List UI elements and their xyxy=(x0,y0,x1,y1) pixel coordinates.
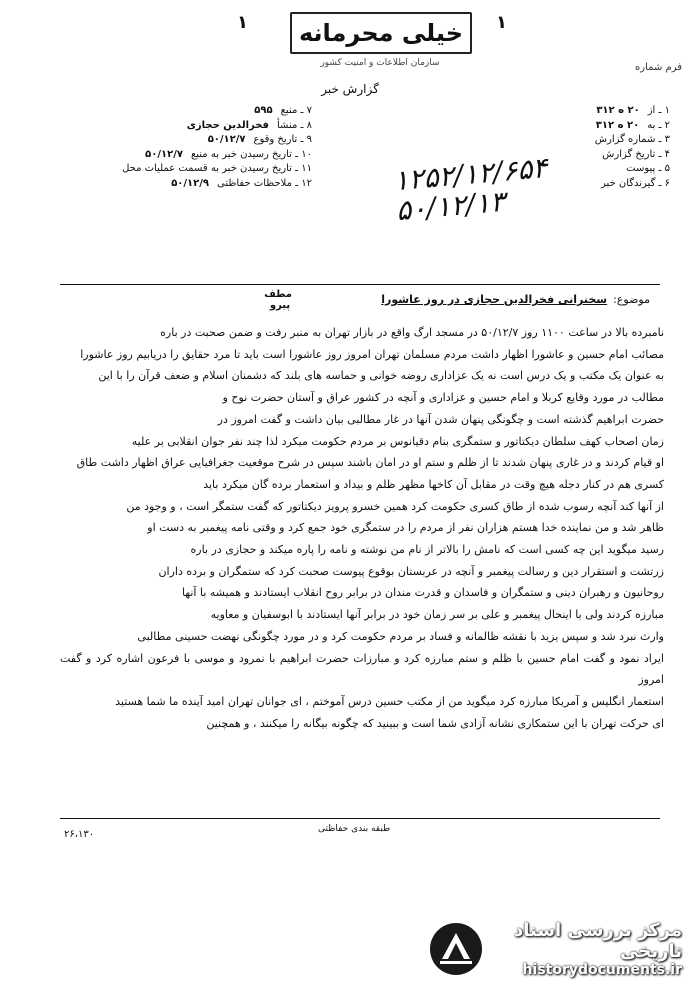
body-line: مبارزه کردند ولی با اینحال پیغمبر و علی بر سر زمان خود در برابر آنها ایستادند با ابوسفیان و معاویه xyxy=(210,608,664,622)
field-row xyxy=(420,133,670,148)
field-label: ۱۰ ـ تاریخ رسیدن خبر به منبع xyxy=(190,148,312,160)
field-value: ۵۰/۱۲/۹ xyxy=(171,177,210,189)
field-row xyxy=(72,162,312,177)
field-row xyxy=(72,148,312,163)
field-value: ۲۰ ه ۳۱۲ xyxy=(596,105,640,116)
body-line: او قیام کردند و در غاری پنهان شدند تا از ظلم و ستم او در امان باشند سپس در شرح موقعیت جغرافیایی عراق اظهار داشت طاق xyxy=(76,456,664,470)
side-mark: مطف پیرو xyxy=(264,289,292,311)
field-value: ۵۰/۱۲/۷ xyxy=(207,134,246,145)
field-row xyxy=(72,119,312,134)
handwritten-line: ۱۲۵۲/۱۲/۶۵۴ xyxy=(392,150,549,198)
left-field-list xyxy=(72,104,312,191)
field-label: ۱۲ ـ ملاحظات حفاظتی xyxy=(217,177,312,189)
subject-value: سخنرانی فخرالدین حجازی در روز عاشورا xyxy=(381,293,608,306)
page-number-left: ۱ xyxy=(237,12,248,33)
body-line: وارث نبرد شد و سپس یزید با نقشه ظالمانه و فساد بر مردم حکومت کرد و در مورد چگونگی نهضت حسینی مطالبی xyxy=(137,629,664,643)
body-line: ایراد نمود و گفت امام حسین با ظلم و ستم مبارزه کرد و مبارزات حضرت ابراهیم با نمرود و موسی با فرعون اشاره کرد و گفت امروز xyxy=(60,651,664,687)
watermark-logo xyxy=(428,914,690,984)
field-label: ۹ ـ تاریخ وقوع xyxy=(253,134,312,145)
body-line: مطالب در مورد وقایع کربلا و امام حسین و عزاداری و آنچه در کشور عراق و آستان حضرت نوح و xyxy=(222,391,664,405)
field-value: فخرالدین حجازی xyxy=(186,119,269,131)
form-number-note: فرم شماره xyxy=(635,62,682,73)
body-line: مصائب امام حسین و عاشورا اظهار داشت مردم مسلمان تهران امروز روز عاشورا است باید تا مرد حقایق را دریابیم روز عاشورا xyxy=(80,347,664,361)
field-label: ۳ ـ شماره گزارش xyxy=(594,134,670,145)
body-line: استعمار انگلیس و آمریکا مبارزه کرد میگوید من از مکتب حسین درس آموختم ، ای جوانان تهران امید آینده ما شما هستید xyxy=(115,694,664,708)
field-label: ۶ ـ گیرندگان خبر xyxy=(600,177,670,189)
field-label: ۷ ـ منبع xyxy=(280,105,312,116)
field-value: ۵۹۵ xyxy=(254,105,273,116)
field-label: ۲ ـ به xyxy=(647,119,670,131)
body-line: حضرت ابراهیم گذشته است و چگونگی پنهان شدن آنها در غار مطالبی بیان داشت و گفت امروز در xyxy=(217,412,664,426)
field-row xyxy=(72,177,312,192)
field-label: ۱ ـ از xyxy=(647,105,670,116)
field-value: ۵۰/۱۲/۷ xyxy=(145,148,183,160)
subject-label: موضوع: xyxy=(613,293,650,306)
page-number-right: ۱ xyxy=(496,12,507,33)
body-line: رسید میگوید این چه کسی است که نامش را بالاتر از نام من نوشته و نامه را پاره میکند و حجازی در باره xyxy=(190,543,664,557)
classification-stamp: خیلی محرمانه xyxy=(290,12,472,54)
field-row xyxy=(420,104,670,119)
field-label: ۱۱ ـ تاریخ رسیدن خبر به قسمت عملیات محل xyxy=(122,163,312,174)
field-row xyxy=(72,133,312,148)
field-row xyxy=(72,104,312,119)
footer-classification-label: طبقه بندی حفاظتی xyxy=(318,824,391,834)
handwritten-reference xyxy=(392,150,587,236)
body-line: به عنوان یک مکتب و یک درس است نه یک عزاداری روضه خوانی و حماسه های بلند که دشمنان اسلام و ضعف قرآن را با این xyxy=(98,369,664,383)
body-line: نامبرده بالا در ساعت ۱۱۰۰ روز ۵۰/۱۲/۷ در مسجد ارگ واقع در بازار تهران به منبر رفت و ضمن صحبت در باره xyxy=(160,326,664,339)
watermark-title: مرکز بررسی اسناد تاریخی xyxy=(514,920,682,962)
body-line: زرتشت و استقرار دین و رسالت پیغمبر و آنچه در عربستان بوقوع پیوست صحبت کرد که ستمگران و برده داران xyxy=(158,564,664,578)
separator-line xyxy=(60,284,660,285)
footer-code: ۲۶،۱۳۰ xyxy=(64,829,95,840)
report-body xyxy=(60,322,664,734)
report-title: گزارش خبر xyxy=(321,82,379,96)
stamp-subtext: سازمان اطلاعات و امنیت کشور xyxy=(320,58,440,68)
body-line: ای حرکت تهران با این ستمکاری نشانه آزادی شما است و ببینید که چگونه بیگانه را میکنند ، و همچنین xyxy=(206,716,664,730)
subject-line xyxy=(381,293,650,306)
field-row xyxy=(420,119,670,134)
body-line: کسری هم در کنار دجله هیچ وقت در مقابل آن کاخها مظهر ظلم و بیداد و استعمار برده گان میکرد باید xyxy=(203,477,664,491)
watermark-url: historydocuments.ir xyxy=(522,962,682,978)
body-line: زمان اصحاب کهف سلطان دیکتاتور و ستمگری بنام دقیانوس بر مردم حکومت میکرد لذا چند نفر جوان انقلابی بر علیه xyxy=(131,434,664,448)
handwritten-line: ۵۰/۱۲/۱۳ xyxy=(394,184,507,228)
body-line: از آنها کند آنچه رسوب شده از طاق کسری حکومت کرد همین خسرو پرویز دیکتاتور که گفت ستمگر است ، و وجود من xyxy=(126,499,664,513)
watermark-text xyxy=(484,920,690,978)
field-label: ۵ ـ پیوست xyxy=(626,163,670,174)
body-line: روحانیون و رهبران دینی و ستمگران و فاسدان و قدرت مندان در برابر روح انقلاب ایستادند و همیشه با آنها xyxy=(181,586,664,600)
field-label: ۸ ـ منشأ xyxy=(276,119,312,131)
field-label: ۴ ـ تاریخ گزارش xyxy=(602,148,670,160)
footer-separator xyxy=(60,818,660,819)
archive-logo-icon xyxy=(428,921,484,977)
body-line: ظاهر شد و من نماینده خدا هستم هزاران نفر از مردم را در ستمگری خود جمع کرد و وقتی نامه پیغمبر به دست او xyxy=(147,521,664,535)
field-value: ۲۰ ه ۳۱۲ xyxy=(595,119,640,131)
